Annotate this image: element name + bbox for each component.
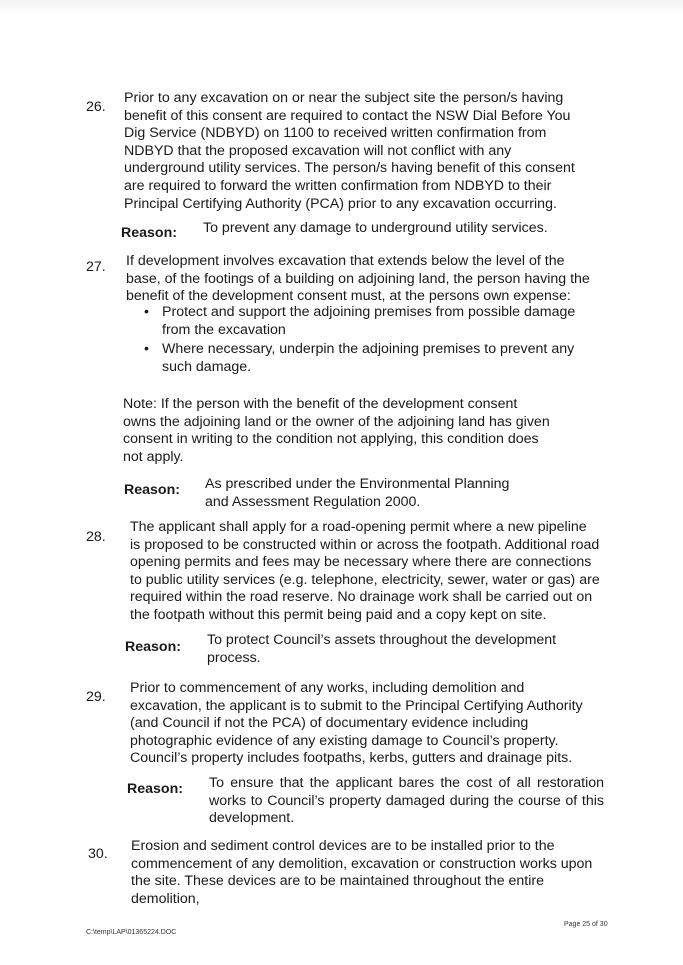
reason-text: As prescribed under the Environmental Planning and Assessment Regulation 2000. [205, 476, 510, 510]
reason-label: Reason: [124, 482, 180, 498]
condition-number: 27. [86, 259, 106, 275]
reason-label: Reason: [125, 639, 181, 655]
reason-label: Reason: [127, 781, 183, 797]
list-item [142, 304, 602, 339]
condition-number: 30. [88, 846, 108, 862]
reason-text: To protect Council’s assets throughout the development process. [207, 632, 557, 666]
reason-text: To prevent any damage to underground utility services. [203, 220, 548, 236]
footer-file-path: C:\temp\LAP\01365224.DOC [86, 929, 177, 936]
bullet-icon: • [144, 341, 149, 358]
list-item-text: Where necessary, underpin the adjoining premises to prevent any such damage. [162, 341, 575, 375]
bullet-icon: • [144, 304, 149, 320]
list-item [142, 341, 602, 376]
condition-number: 29. [86, 689, 106, 705]
condition-text: Prior to commencement of any works, including demolition and excavation, the applicant is to submit to the Principal Certifying Authority (and Council if not the PCA) of documentary evidence including photographic evidence of any existing damage to Council’s property. Council’s property includes footpaths, kerbs, gutters and drainage pits. [130, 680, 583, 767]
condition-number: 26. [86, 99, 106, 115]
reason-text: To ensure that the applicant bares the cost of all restoration works to Council’s property damaged during the course of this development. [209, 775, 604, 827]
footer-page-number: Page 25 of 30 [564, 921, 608, 928]
note-text: Note: If the person with the benefit of the development consent owns the adjoining land or the owner of the adjoining land has given consent in writing to the condition not applying, this condition does not apply. [123, 396, 550, 465]
condition-text: The applicant shall apply for a road-opening permit where a new pipeline is proposed to be constructed within or across the footpath. Additional road opening permits and fees may be necessary where there are connections to public utility services (e.g. telephone, electricity, sewer, water or gas) are required within the road reserve. No drainage work shall be carried out on the footpath without this permit being paid and a copy kept on site. [130, 519, 600, 623]
condition-number: 28. [86, 529, 106, 545]
reason-label: Reason: [121, 225, 177, 241]
list-item-text: Protect and support the adjoining premises from possible damage from the excavation [162, 304, 576, 338]
condition-text: If development involves excavation that extends below the level of the base, of the footings of a building on adjoining land, the person having the benefit of the development consent must, at the persons own expense: [126, 253, 590, 305]
bullet-list [142, 304, 602, 376]
condition-text: Erosion and sediment control devices are to be installed prior to the commencement of any demolition, excavation or construction works upon the site. These devices are to be maintained throughout the entire demolition, [131, 838, 593, 907]
condition-text: Prior to any excavation on or near the subject site the person/s having benefit of this consent are required to contact the NSW Dial Before You Dig Service (NDBYD) on 1100 to received written confirmation from NDBYD that the proposed excavation will not conflict with any underground utility services. The person/s having benefit of this consent are required to forward the written confirmation from NDBYD to their Principal Certifying Authority (PCA) prior to any excavation occurring. [124, 90, 575, 212]
